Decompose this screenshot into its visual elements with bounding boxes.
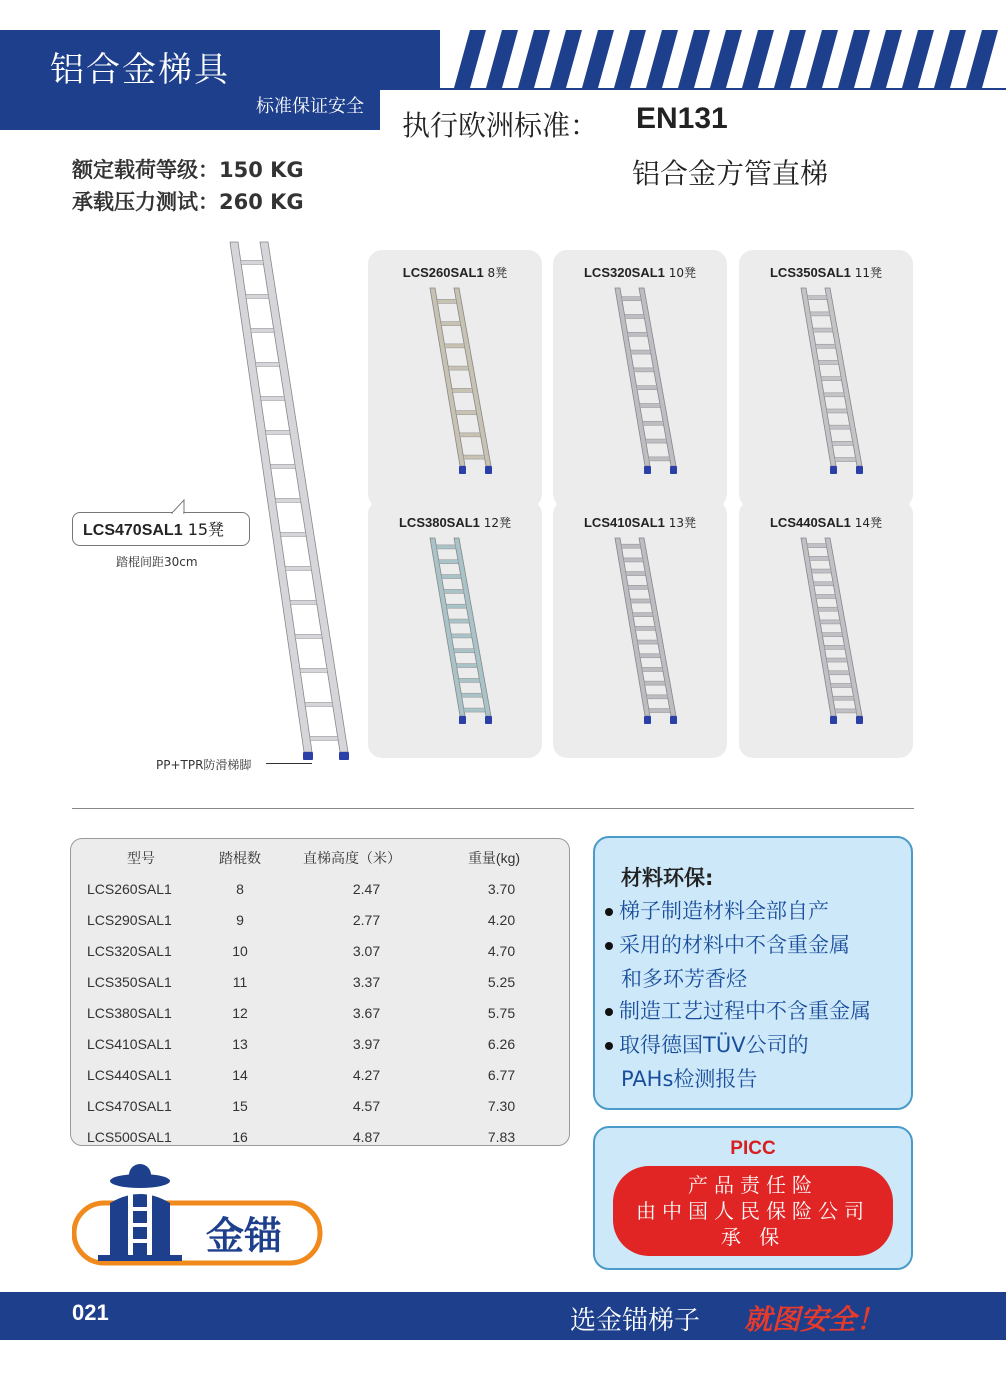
card-model: LCS410SAL1: [583, 515, 665, 530]
col-header-height: 直梯高度（米）: [303, 850, 401, 866]
bullet-icon: [605, 942, 613, 950]
card-model: LCS350SAL1: [769, 265, 851, 280]
table-row: [79, 935, 561, 966]
table-cell: 5.25: [487, 973, 516, 990]
card-steps: 8凳: [487, 266, 508, 280]
featured-ladder-image: [218, 240, 358, 766]
table-row: [79, 1090, 561, 1121]
spec-table: [79, 843, 561, 1152]
insurance-badge: [613, 1166, 893, 1256]
card-model: LCS320SAL1: [583, 265, 665, 280]
environment-panel: [593, 836, 913, 1110]
table-cell: 3.97: [352, 1035, 381, 1052]
insurance-line: 由中国人民保险公司: [636, 1199, 870, 1223]
table-cell: 4.20: [487, 911, 516, 928]
product-name: 铝合金方管直梯: [632, 157, 829, 190]
table-cell: 12: [232, 1004, 248, 1021]
table-cell: 13: [232, 1035, 248, 1052]
table-cell: 8: [236, 880, 244, 897]
env-item: 制造工艺过程中不含重金属: [605, 994, 871, 1028]
product-card: [368, 250, 542, 508]
col-header-weight: 重量(kg): [467, 850, 521, 866]
featured-model: LCS470SAL1: [83, 522, 183, 539]
ladder-image: [553, 532, 727, 758]
header-stripes: [440, 30, 1006, 88]
table-cell: 2.77: [352, 911, 381, 928]
standard-label: 执行欧洲标准：: [402, 109, 599, 142]
bullet-icon: [605, 1042, 613, 1050]
table-cell: LCS410SAL1: [87, 1035, 172, 1052]
table-cell: LCS440SAL1: [87, 1066, 172, 1083]
bullet-icon: [605, 908, 613, 916]
product-card: [739, 250, 913, 508]
table-cell: 10: [232, 942, 248, 959]
load-rating: 额定载荷等级：150 KG: [72, 158, 304, 182]
table-cell: 2.47: [352, 880, 381, 897]
table-cell: LCS380SAL1: [87, 1004, 172, 1021]
spec-table-panel: [70, 838, 570, 1146]
card-steps: 12凳: [483, 516, 512, 530]
table-cell: LCS500SAL1: [87, 1128, 172, 1145]
card-steps: 14凳: [854, 516, 883, 530]
col-header-model: 型号: [127, 850, 155, 866]
featured-steps: 15凳: [187, 520, 225, 539]
table-cell: 4.87: [352, 1128, 381, 1145]
brand-logo: [72, 1163, 324, 1271]
ladder-image: [368, 532, 542, 758]
card-steps: 13凳: [668, 516, 697, 530]
ladder-image: [553, 282, 727, 508]
picc-title: PICC: [730, 1138, 776, 1159]
table-cell: 15: [232, 1097, 248, 1114]
table-cell: 3.67: [352, 1004, 381, 1021]
product-card: [553, 500, 727, 758]
table-row: [79, 904, 561, 935]
insurance-line: 承 保: [720, 1225, 786, 1249]
env-title: 材料环保:: [621, 866, 714, 890]
pressure-test: 承载压力测试：260 KG: [72, 190, 304, 214]
table-cell: 4.27: [352, 1066, 381, 1083]
table-row: [79, 966, 561, 997]
callout-pointer: [170, 498, 194, 514]
table-row: [79, 1121, 561, 1152]
table-cell: LCS290SAL1: [87, 911, 172, 928]
table-cell: 11: [232, 973, 248, 990]
table-cell: 3.07: [352, 942, 381, 959]
product-card: [368, 500, 542, 758]
env-item: 采用的材料中不含重金属 和多环芳香烃: [605, 928, 850, 996]
table-cell: LCS470SAL1: [87, 1097, 172, 1114]
product-card: [739, 500, 913, 758]
page-number: 021: [72, 1300, 109, 1325]
env-item: 取得德国TÜV公司的 PAHs检测报告: [605, 1028, 809, 1096]
card-steps: 11凳: [854, 266, 883, 280]
insurance-panel: [593, 1126, 913, 1270]
table-row: [79, 997, 561, 1028]
ladder-image: [368, 282, 542, 508]
foot-leader-line: [266, 763, 312, 764]
footer-slogan-highlight: 就图安全！: [744, 1303, 885, 1336]
table-cell: 5.75: [487, 1004, 516, 1021]
table-cell: 3.37: [352, 973, 381, 990]
table-cell: 6.26: [487, 1035, 516, 1052]
table-row: [79, 873, 561, 904]
table-cell: 16: [232, 1128, 248, 1145]
insurance-line: 产品责任险: [688, 1173, 818, 1197]
table-cell: 4.70: [487, 942, 516, 959]
standard-code: EN131: [636, 102, 728, 135]
divider: [72, 808, 914, 809]
tread-spacing: 踏棍间距30cm: [116, 555, 198, 569]
product-card: [553, 250, 727, 508]
featured-model-callout: [72, 512, 250, 546]
table-row: [79, 1059, 561, 1090]
card-steps: 10凳: [668, 266, 697, 280]
table-cell: LCS350SAL1: [87, 973, 172, 990]
page-title: 铝合金梯具: [50, 50, 230, 90]
ladder-image: [739, 532, 913, 758]
ladder-image: [739, 282, 913, 508]
page-subtitle: 标准保证安全: [256, 96, 364, 117]
card-model: LCS380SAL1: [398, 515, 480, 530]
table-cell: 6.77: [487, 1066, 516, 1083]
card-model: LCS260SAL1: [402, 265, 484, 280]
table-cell: 14: [232, 1066, 248, 1083]
table-cell: 7.83: [487, 1128, 516, 1145]
foot-label: PP+TPR防滑梯脚: [156, 758, 252, 772]
table-cell: LCS320SAL1: [87, 942, 172, 959]
bullet-icon: [605, 1008, 613, 1016]
table-cell: 4.57: [352, 1097, 381, 1114]
table-row: [79, 1028, 561, 1059]
brand-name: 金锚: [206, 1214, 283, 1258]
table-cell: 3.70: [487, 880, 516, 897]
col-header-steps: 踏棍数: [219, 850, 261, 866]
card-model: LCS440SAL1: [769, 515, 851, 530]
table-cell: 9: [236, 911, 244, 928]
table-cell: 7.30: [487, 1097, 516, 1114]
footer-slogan: 选金锚梯子: [570, 1306, 701, 1336]
env-item: 梯子制造材料全部自产: [605, 894, 829, 928]
table-cell: LCS260SAL1: [87, 880, 172, 897]
